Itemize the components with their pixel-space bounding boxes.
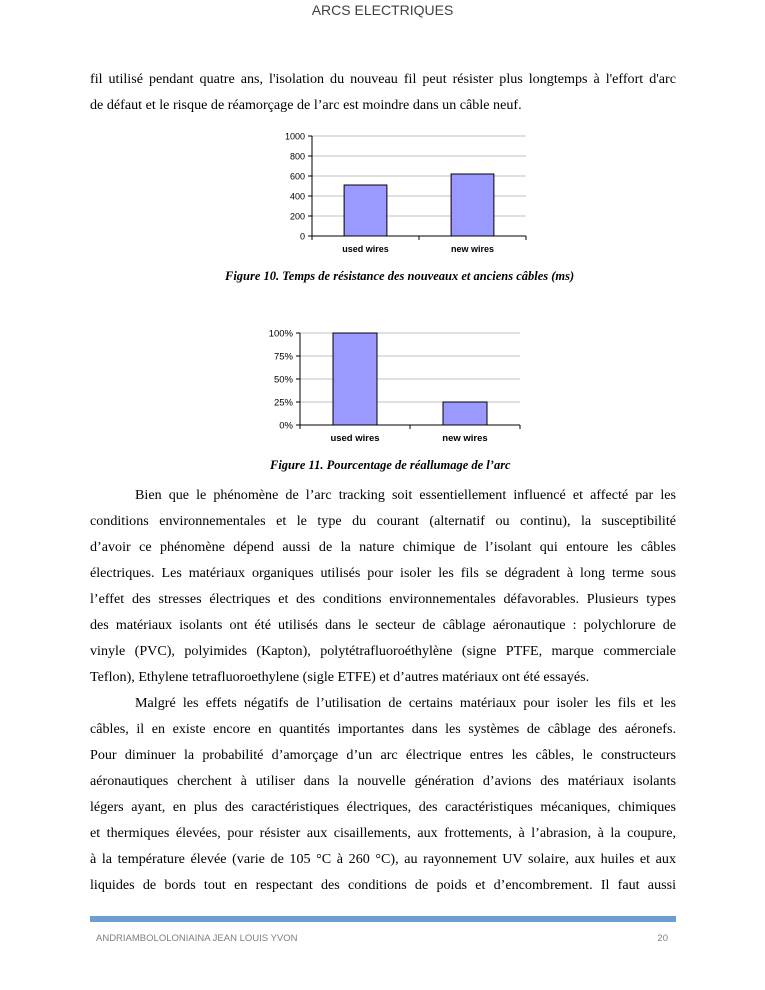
chart-10-bar <box>451 174 494 236</box>
paragraph-1-line-1: Bien que le phénomène de l’arc tracking soit essentiellement influencé et affecté par les <box>135 487 676 503</box>
chart-10-bar <box>344 185 387 236</box>
chart-11-ytick-label: 25% <box>273 397 293 409</box>
paragraph-1-line-8: Teflon), Ethylene tetrafluoroethylene (sigle ETFE) et d’autres matériaux ont été essayés. <box>90 669 590 685</box>
paragraph-1-line-3: d’avoir ce phénomène dépend aussi de la nature chimique de l’isolant qui entoure les câbles <box>90 539 676 555</box>
chart-10-ytick-label: 0 <box>299 231 305 242</box>
intro-line-1: fil utilisé pendant quatre ans, l'isolation du nouveau fil peut résister plus longtemps à l'effort d'arc <box>90 71 676 87</box>
chart-10-ytick-label: 600 <box>289 171 305 182</box>
chart-10-category-label: used wires <box>342 244 389 254</box>
figure-11-chart <box>255 324 530 450</box>
paragraph-1-line-6: des matériaux isolants ont été utilisés dans le secteur de câblage aéronautique : polychlorure de <box>90 617 676 633</box>
chart-11-ytick-label: 0% <box>279 420 293 432</box>
paragraph-1-line-2: conditions environnementales et le type du courant (alternatif ou continu), la susceptibilité <box>90 513 676 529</box>
chart-11-ytick-label: 75% <box>273 351 293 363</box>
paragraph-1-line-7: vinyle (PVC), polyimides (Kapton), polytétrafluoroéthylène (signe PTFE, marque commerciale <box>90 643 676 659</box>
chart-11-category-label: used wires <box>330 433 380 444</box>
paragraph-2-line-5: légers ayant, en plus des caractéristiques électriques, des caractéristiques mécaniques, chimiques <box>90 799 676 815</box>
figure-10-chart <box>270 128 540 260</box>
intro-line-2: de défaut et le risque de réamorçage de l’arc est moindre dans un câble neuf. <box>90 97 522 113</box>
footer-divider <box>90 916 676 922</box>
chart-10-ytick-label: 1000 <box>284 131 305 142</box>
chart-10-category-label: new wires <box>450 244 495 254</box>
chart-11-category-label: new wires <box>442 433 488 444</box>
paragraph-1-line-4: électriques. Les matériaux organiques utilisés pour isoler les fils se dégradent à long terme sous <box>90 565 676 581</box>
paragraph-2-line-3: Pour diminuer la probabilité d’amorçage d’un arc électrique entres les câbles, le constructeurs <box>90 747 676 763</box>
paragraph-2-line-2: câbles, il en existe encore en quantités importantes dans les systèmes de câblage des aéronefs. <box>90 721 676 737</box>
paragraph-2-line-4: aéronautiques cherchent à utiliser dans la nouvelle génération d’avions des matériaux isolants <box>90 773 676 789</box>
footer-author: ANDRIAMBOLOLONIAINA JEAN LOUIS YVON <box>96 933 298 944</box>
chart-10-ytick-label: 400 <box>289 191 305 202</box>
paragraph-2-line-8: liquides de bords tout en respectant des conditions de poids et d’encombrement. Il faut aussi <box>90 877 676 893</box>
chart-10-ytick-label: 800 <box>289 151 305 162</box>
paragraph-1-line-5: l’effet des stresses électriques et des conditions environnementales défavorables. Plusieurs types <box>90 591 676 607</box>
running-header: ARCS ELECTRIQUES <box>311 2 454 18</box>
paragraph-2-line-1: Malgré les effets négatifs de l’utilisation de certains matériaux pour isoler les fils et les <box>135 695 676 711</box>
chart-11-bar <box>443 402 487 425</box>
figure-10-caption: Figure 10. Temps de résistance des nouveaux et anciens câbles (ms) <box>225 269 575 283</box>
chart-11-ytick-label: 100% <box>268 328 293 340</box>
paragraph-2-line-6: et thermiques élevées, pour résister aux cisaillements, aux frottements, à l’abrasion, à la coupure, <box>90 825 676 841</box>
footer-page-number: 20 <box>657 933 668 944</box>
paragraph-2-line-7: à la température élevée (varie de 105 °C à 260 °C), au rayonnement UV solaire, aux huiles et aux <box>90 851 676 867</box>
figure-11-caption: Figure 11. Pourcentage de réallumage de l’arc <box>270 458 511 472</box>
chart-11-ytick-label: 50% <box>273 374 293 386</box>
chart-10-ytick-label: 200 <box>289 211 305 222</box>
chart-11-bar <box>333 333 377 425</box>
